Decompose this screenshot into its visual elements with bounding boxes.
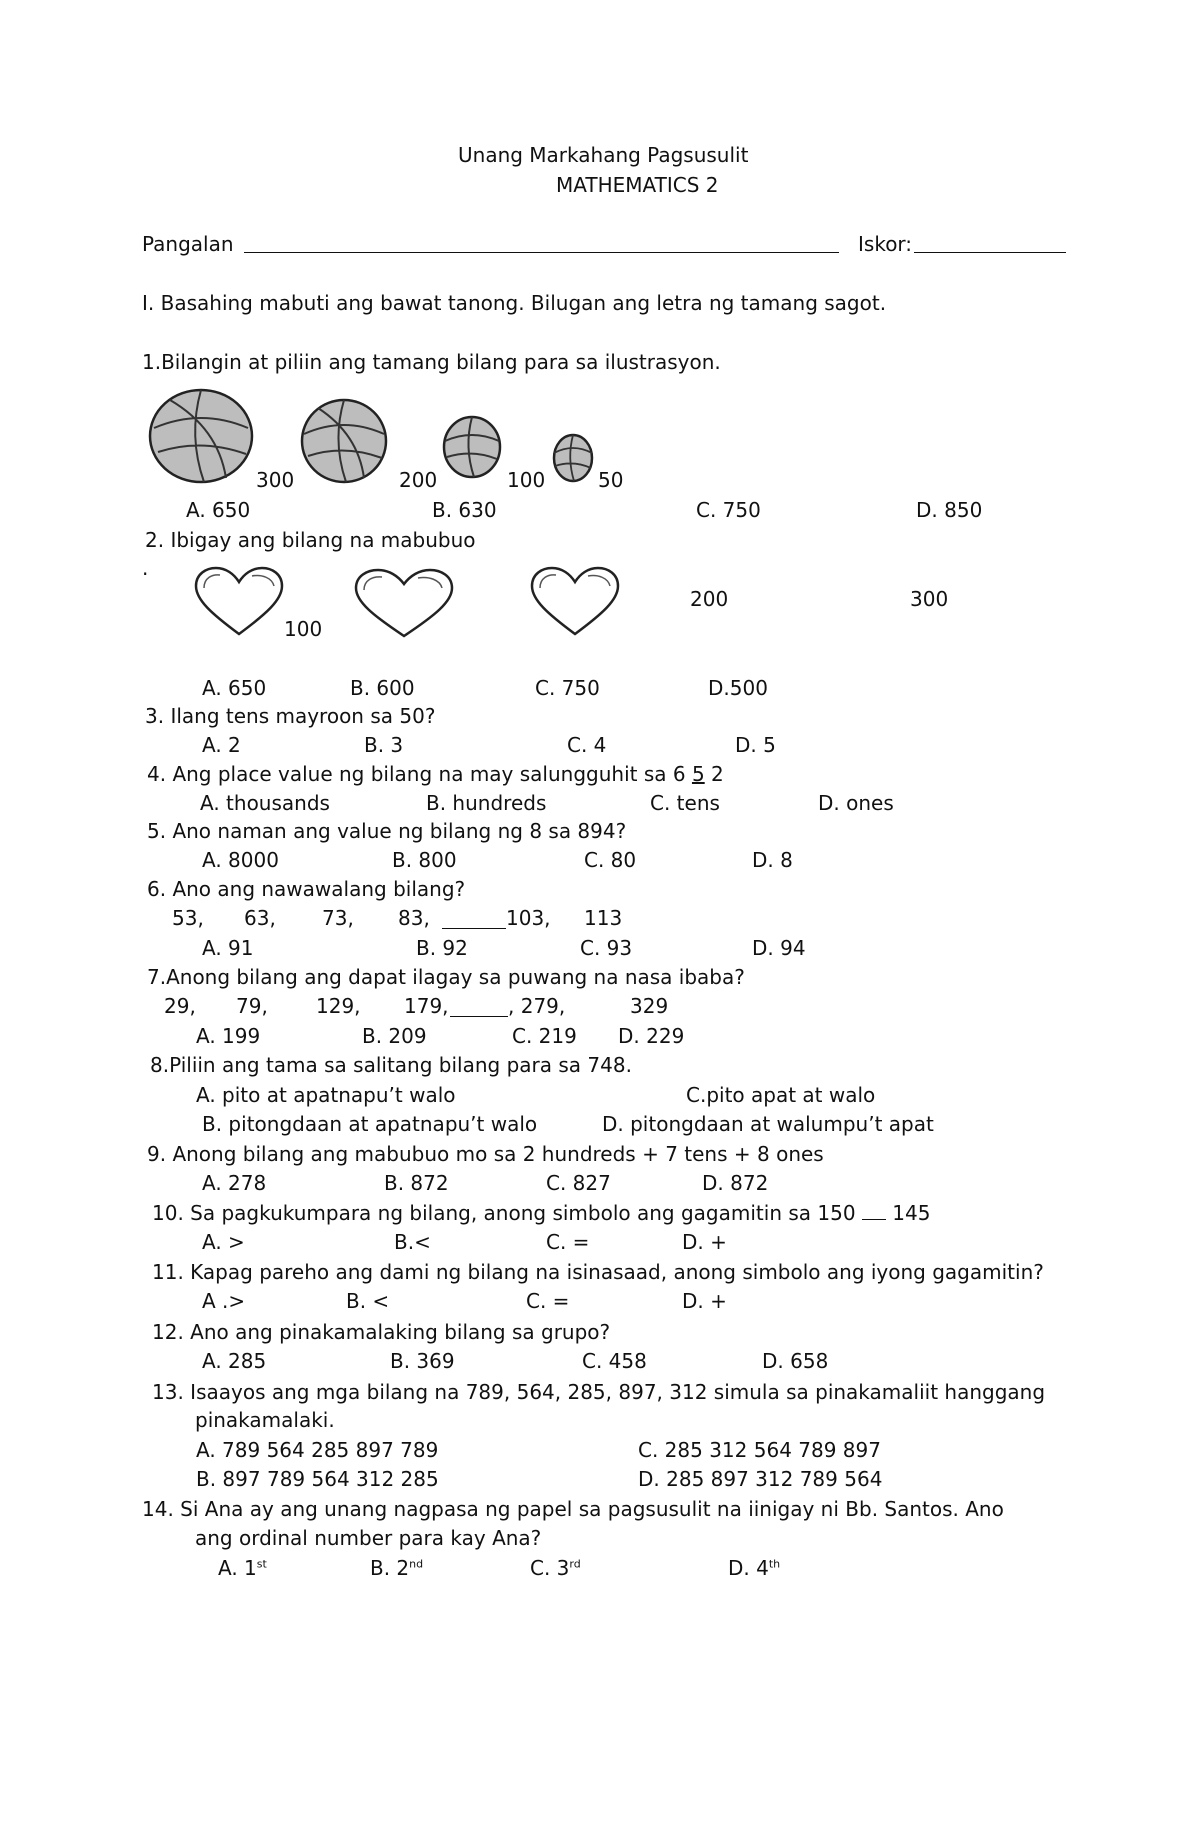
q10-choice-a[interactable]: A. >: [202, 1230, 245, 1254]
q1-value-2: 200: [399, 468, 438, 492]
q13-choice-d[interactable]: D. 285 897 312 789 564: [638, 1467, 883, 1491]
q2-value-2: 200: [690, 587, 729, 611]
q11-choice-a[interactable]: A .>: [202, 1289, 246, 1313]
q7-seq-5: , 279,: [508, 994, 566, 1018]
q10-choice-c[interactable]: C. =: [546, 1230, 590, 1254]
q3-choice-b[interactable]: B. 3: [364, 733, 404, 757]
q4-choice-a[interactable]: A. thousands: [200, 791, 330, 815]
q11-choice-d[interactable]: D. +: [682, 1289, 727, 1313]
q2-choice-c[interactable]: C. 750: [535, 676, 600, 700]
q6-seq-6: 113: [584, 906, 623, 930]
heart-icon: [192, 566, 286, 638]
question-3: 3. Ilang tens mayroon sa 50?: [145, 704, 436, 728]
q7-answer-blank[interactable]: [450, 998, 508, 1017]
q12-choice-b[interactable]: B. 369: [390, 1349, 455, 1373]
question-14-cont: ang ordinal number para kay Ana?: [195, 1526, 542, 1550]
q13-choice-b[interactable]: B. 897 789 564 312 285: [196, 1467, 439, 1491]
basketball-icon: [148, 388, 254, 484]
q7-seq-4: 179,: [404, 994, 449, 1018]
score-label: Iskor:: [858, 232, 913, 256]
page-subtitle: MATHEMATICS 2: [556, 173, 719, 197]
q10-choice-d[interactable]: D. +: [682, 1230, 727, 1254]
q7-choice-b[interactable]: B. 209: [362, 1024, 427, 1048]
question-14: 14. Si Ana ay ang unang nagpasa ng papel sa pagsusulit na iinigay ni Bb. Santos. Ano: [142, 1497, 1004, 1521]
heart-icon: [528, 566, 622, 638]
q6-seq-4: 83,: [398, 906, 430, 930]
q3-choice-c[interactable]: C. 4: [567, 733, 607, 757]
q10-choice-b[interactable]: B.<: [394, 1230, 431, 1254]
q6-seq-2: 63,: [244, 906, 276, 930]
q14-choice-d-sup: th: [768, 1557, 781, 1571]
q2-value-1: 100: [284, 617, 323, 641]
q2-dot: .: [142, 556, 149, 580]
basketball-icon: [552, 433, 594, 483]
question-13-cont: pinakamalaki.: [195, 1408, 335, 1432]
q14-choice-c-sup: rd: [569, 1557, 581, 1571]
q14-choice-c[interactable]: [530, 1556, 581, 1580]
q6-choice-a[interactable]: A. 91: [202, 936, 254, 960]
q8-choice-c[interactable]: C.pito apat at walo: [686, 1083, 876, 1107]
q9-choice-c[interactable]: C. 827: [546, 1171, 611, 1195]
question-5: 5. Ano naman ang value ng bilang ng 8 sa 894?: [147, 819, 627, 843]
q1-choice-c[interactable]: C. 750: [696, 498, 761, 522]
q1-value-1: 300: [256, 468, 295, 492]
question-11: 11. Kapag pareho ang dami ng bilang na isinasaad, anong simbolo ang iyong gagamitin?: [152, 1260, 1044, 1284]
q8-choice-d[interactable]: D. pitongdaan at walumpu’t apat: [602, 1112, 934, 1136]
q7-choice-d[interactable]: D. 229: [618, 1024, 685, 1048]
q1-value-4: 50: [598, 468, 624, 492]
question-1: 1.Bilangin at piliin ang tamang bilang para sa ilustrasyon.: [142, 350, 721, 374]
q7-seq-2: 79,: [236, 994, 268, 1018]
q5-choice-d[interactable]: D. 8: [752, 848, 793, 872]
q3-choice-a[interactable]: A. 2: [202, 733, 241, 757]
question-6: 6. Ano ang nawawalang bilang?: [147, 877, 466, 901]
q6-seq-5: 103,: [506, 906, 551, 930]
q6-seq-1: 53,: [172, 906, 204, 930]
heart-icon: [352, 568, 456, 640]
q14-choice-a[interactable]: [218, 1556, 267, 1580]
q14-choice-a-sup: st: [256, 1557, 267, 1571]
basketball-icon: [442, 415, 502, 479]
q2-choice-d[interactable]: D.500: [708, 676, 768, 700]
q13-choice-a[interactable]: A. 789 564 285 897 789: [196, 1438, 439, 1462]
q8-choice-a[interactable]: A. pito at apatnapu’t walo: [196, 1083, 456, 1107]
q12-choice-a[interactable]: A. 285: [202, 1349, 267, 1373]
q4-underlined-digit: 5: [691, 762, 705, 786]
q6-answer-blank[interactable]: [442, 910, 506, 929]
q4-choice-d[interactable]: D. ones: [818, 791, 894, 815]
question-7: 7.Anong bilang ang dapat ilagay sa puwang na nasa ibaba?: [147, 965, 745, 989]
q12-choice-d[interactable]: D. 658: [762, 1349, 829, 1373]
q2-value-3: 300: [910, 587, 949, 611]
q6-choice-c[interactable]: C. 93: [580, 936, 633, 960]
q10-text-end: 145: [885, 1201, 931, 1225]
q4-text-end: 2: [704, 762, 724, 786]
q4-text: 4. Ang place value ng bilang na may salungguhit sa 6: [147, 762, 692, 786]
q14-choice-c-label: C. 3: [530, 1556, 570, 1580]
question-13: 13. Isaayos ang mga bilang na 789, 564, 285, 897, 312 simula sa pinakamaliit hanggang: [152, 1380, 1046, 1404]
q7-choice-c[interactable]: C. 219: [512, 1024, 577, 1048]
page-title: Unang Markahang Pagsusulit: [458, 143, 749, 167]
question-4: [147, 762, 724, 786]
q8-choice-b[interactable]: B. pitongdaan at apatnapu’t walo: [202, 1112, 538, 1136]
q1-choice-b[interactable]: B. 630: [432, 498, 497, 522]
q9-choice-d[interactable]: D. 872: [702, 1171, 769, 1195]
q7-seq-3: 129,: [316, 994, 361, 1018]
q2-choice-a[interactable]: A. 650: [202, 676, 267, 700]
q6-seq-3: 73,: [322, 906, 354, 930]
q1-value-3: 100: [507, 468, 546, 492]
q7-seq-1: 29,: [164, 994, 196, 1018]
q14-choice-b-label: B. 2: [370, 1556, 410, 1580]
q3-choice-d[interactable]: D. 5: [735, 733, 776, 757]
q14-choice-d[interactable]: [728, 1556, 780, 1580]
q12-choice-c[interactable]: C. 458: [582, 1349, 647, 1373]
q2-choice-b[interactable]: B. 600: [350, 676, 415, 700]
q11-choice-b[interactable]: B. <: [346, 1289, 390, 1313]
name-line: [244, 252, 839, 253]
name-label: Pangalan: [142, 232, 234, 256]
q7-choice-a[interactable]: A. 199: [196, 1024, 261, 1048]
question-2: 2. Ibigay ang bilang na mabubuo: [145, 528, 476, 552]
q7-seq-6: 329: [630, 994, 669, 1018]
q14-choice-b[interactable]: [370, 1556, 423, 1580]
instruction: I. Basahing mabuti ang bawat tanong. Bilugan ang letra ng tamang sagot.: [142, 291, 887, 315]
q9-choice-a[interactable]: A. 278: [202, 1171, 267, 1195]
question-9: 9. Anong bilang ang mabubuo mo sa 2 hundreds + 7 tens + 8 ones: [147, 1142, 824, 1166]
q6-choice-b[interactable]: B. 92: [416, 936, 468, 960]
q5-choice-c[interactable]: C. 80: [584, 848, 637, 872]
q10-text: 10. Sa pagkukumpara ng bilang, anong simbolo ang gagamitin sa 150: [152, 1201, 862, 1225]
question-8: 8.Piliin ang tama sa salitang bilang para sa 748.: [150, 1053, 632, 1077]
q5-choice-a[interactable]: A. 8000: [202, 848, 279, 872]
q4-choice-b[interactable]: B. hundreds: [426, 791, 547, 815]
q1-choice-d[interactable]: D. 850: [916, 498, 983, 522]
q10-answer-blank[interactable]: [862, 1201, 886, 1220]
q5-choice-b[interactable]: B. 800: [392, 848, 457, 872]
q6-choice-d[interactable]: D. 94: [752, 936, 806, 960]
q13-choice-c[interactable]: C. 285 312 564 789 897: [638, 1438, 881, 1462]
q11-choice-c[interactable]: C. =: [526, 1289, 570, 1313]
q14-choice-d-label: D. 4: [728, 1556, 769, 1580]
basketball-icon: [300, 398, 388, 484]
question-10: [152, 1201, 930, 1225]
q4-choice-c[interactable]: C. tens: [650, 791, 720, 815]
question-12: 12. Ano ang pinakamalaking bilang sa grupo?: [152, 1320, 611, 1344]
q1-choice-a[interactable]: A. 650: [186, 498, 251, 522]
q14-choice-a-label: A. 1: [218, 1556, 257, 1580]
q14-choice-b-sup: nd: [409, 1557, 424, 1571]
q9-choice-b[interactable]: B. 872: [384, 1171, 449, 1195]
score-line: [914, 252, 1066, 253]
